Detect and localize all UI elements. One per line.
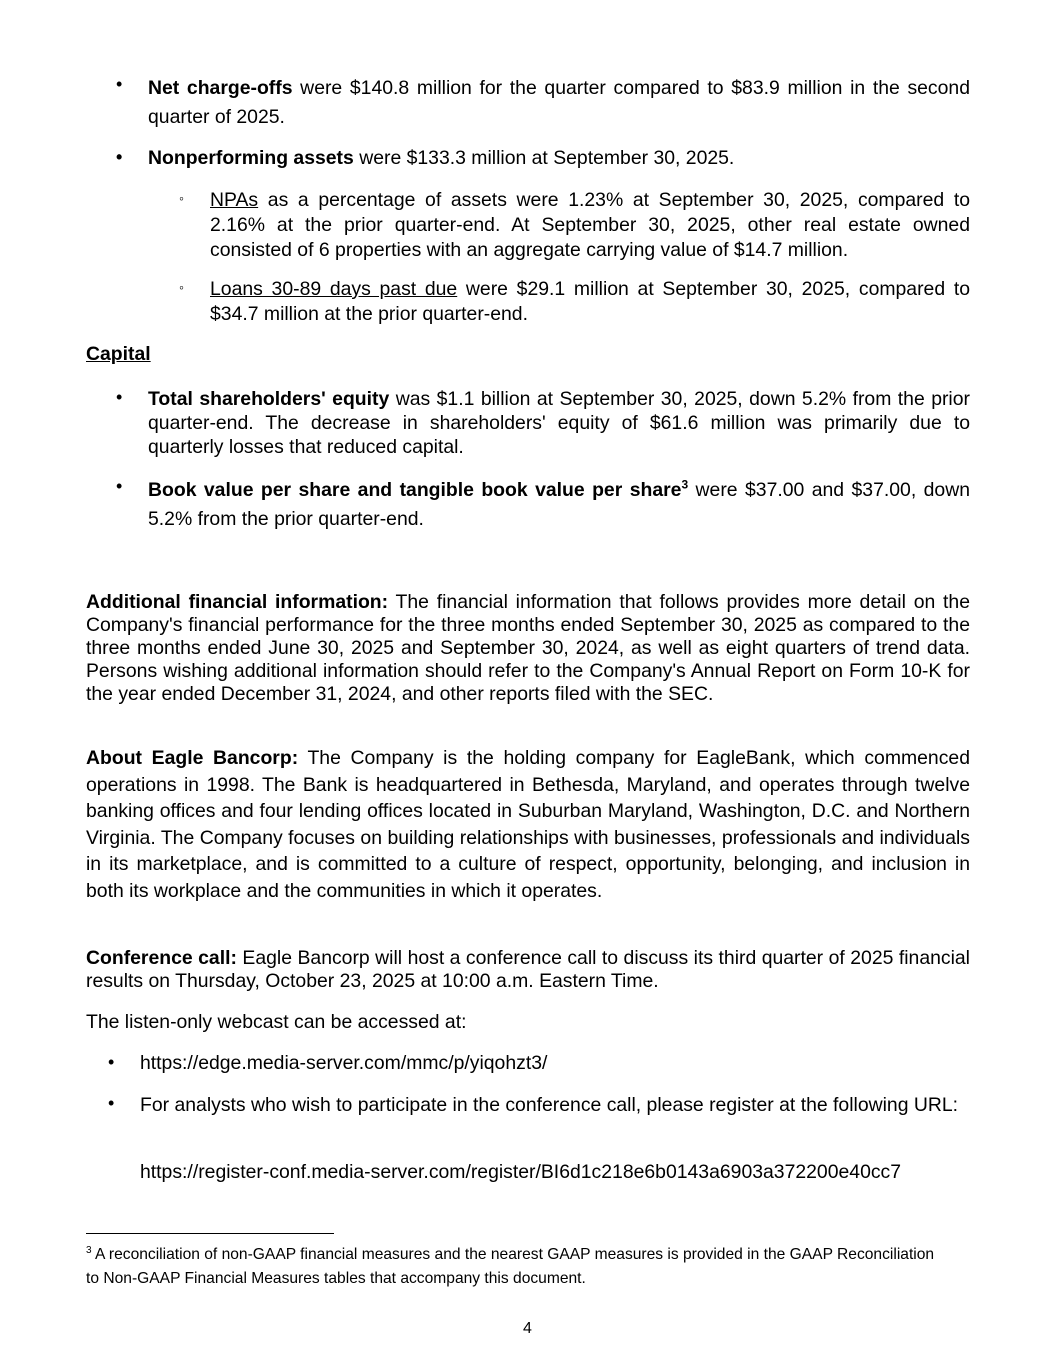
- footnote-divider: [86, 1233, 334, 1234]
- book-value-text: [148, 476, 970, 534]
- equity-body: was $1.1 billion at September 30, 2025, down 5.2% from the prior quarter-end. The decrease in shareholders' equity of $61.6 million was primarily due to quarterly losses that reduced capital.: [148, 388, 970, 458]
- npas-text: [210, 188, 970, 263]
- nonperforming-assets-label: Nonperforming assets: [148, 147, 354, 169]
- nonperforming-assets-text: [148, 147, 970, 170]
- npas-label: NPAs: [210, 189, 259, 211]
- loans-past-due-body: were $29.1 million at September 30, 2025, compared to $34.7 million at the prior quarter-end.: [210, 278, 970, 325]
- net-chargeoffs-label: Net charge-offs: [148, 77, 293, 99]
- about-eagle-bancorp: [86, 745, 970, 905]
- about-label: About Eagle Bancorp:: [86, 747, 299, 769]
- book-value-label: Book value per share and tangible book value per share: [148, 479, 682, 501]
- book-value-body: were $37.00 and $37.00, down 5.2% from the prior quarter-end.: [148, 479, 970, 530]
- webcast-intro: The listen-only webcast can be accessed at:: [86, 1011, 467, 1033]
- bullet-icon: •: [116, 74, 123, 94]
- conference-call: [86, 947, 970, 993]
- conference-label: Conference call:: [86, 947, 237, 969]
- analyst-text: For analysts who wish to participate in the conference call, please register at the following URL:: [140, 1094, 959, 1116]
- npas-body: as a percentage of assets were 1.23% at September 30, 2025, compared to 2.16% at the prior quarter-end. At September 30, 2025, other real estate owned consisted of 6 properties with an aggregate carrying value of $14.7 million.: [210, 189, 970, 261]
- register-url[interactable]: https://register-conf.media-server.com/register/BI6d1c218e6b0143a6903a372200e40cc7: [140, 1161, 902, 1183]
- loans-past-due-text: [210, 277, 970, 327]
- additional-info-body: The financial information that follows provides more detail on the Company's financial performance for the three months ended September 30, 2025 as compared to the three months ended June 30, 2025 and September 30, 2024, as well as eight quarters of trend data. Persons wishing additional information should refer to the Company's Annual Report on Form 10-K for the year ended December 31, 2024, and other reports filed with the SEC.: [86, 591, 970, 705]
- net-chargeoffs-body: were $140.8 million for the quarter compared to $83.9 million in the second quarter of 2025.: [148, 77, 970, 128]
- hollow-bullet-icon: ◦: [179, 279, 184, 295]
- capital-heading: Capital: [86, 343, 151, 365]
- footnote-ref: 3: [681, 477, 689, 492]
- bullet-icon: •: [116, 387, 123, 407]
- equity-text: [148, 387, 970, 459]
- equity-label: Total shareholders' equity: [148, 388, 390, 410]
- footnote: [86, 1243, 946, 1291]
- footnote-text: A reconciliation of non-GAAP financial measures and the nearest GAAP measures is provided in the GAAP Reconciliation to Non-GAAP Financial Measures tables that accompany this document.: [86, 1246, 935, 1287]
- bullet-icon: •: [116, 147, 123, 167]
- conference-body: Eagle Bancorp will host a conference call to discuss its third quarter of 2025 financial results on Thursday, October 23, 2025 at 10:00 a.m. Eastern Time.: [86, 947, 970, 992]
- webcast-url[interactable]: https://edge.media-server.com/mmc/p/yiqohzt3/: [140, 1052, 548, 1074]
- additional-financial-information: [86, 591, 970, 706]
- page-number: 4: [523, 1320, 532, 1337]
- hollow-bullet-icon: ◦: [179, 190, 184, 206]
- nonperforming-assets-body: were $133.3 million at September 30, 2025.: [353, 147, 735, 169]
- bullet-icon: •: [108, 1093, 115, 1113]
- bullet-icon: •: [108, 1052, 115, 1072]
- additional-info-label: Additional financial information:: [86, 591, 389, 613]
- about-body: The Company is the holding company for EagleBank, which commenced operations in 1998. The Bank is headquartered in Bethesda, Maryland, and operates through twelve banking offices and four lending offices located in Suburban Maryland, Washington, D.C. and Northern Virginia. The Company focuses on building relationships with businesses, professionals and individuals in its marketplace, and is committed to a culture of respect, opportunity, belonging, and inclusion in both its workplace and the communities in which it operates.: [86, 747, 970, 902]
- loans-past-due-label: Loans 30-89 days past due: [210, 278, 458, 300]
- bullet-icon: •: [116, 476, 123, 496]
- net-chargeoffs-text: [148, 74, 970, 132]
- footnote-number: 3: [86, 1244, 92, 1256]
